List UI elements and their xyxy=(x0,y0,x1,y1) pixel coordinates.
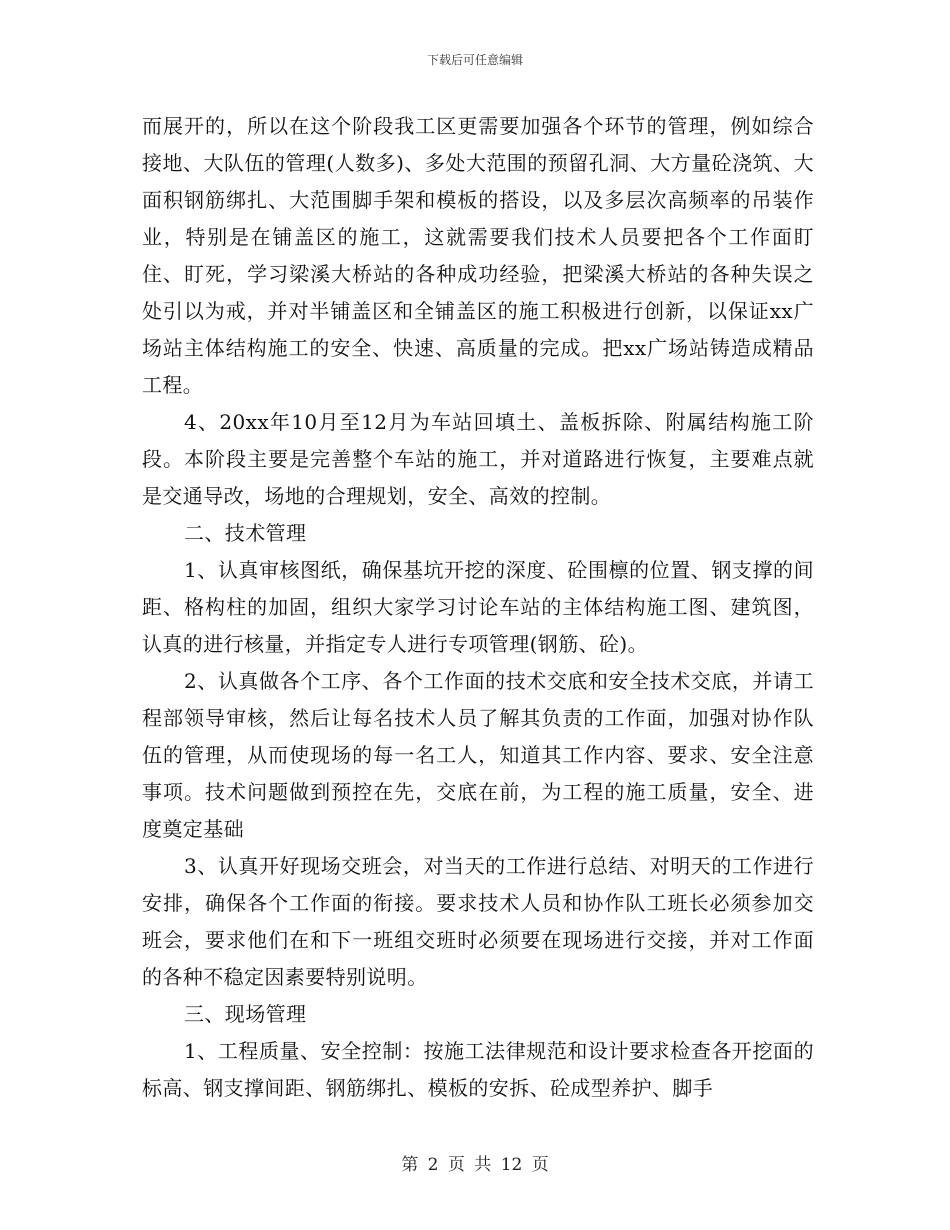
section-heading-site-management: 三、现场管理 xyxy=(184,1002,307,1026)
paragraph-technical-1: 1、认真审核图纸，确保基坑开挖的深度、砼围檩的位置、钢支撑的间距、格构柱的加固，组织大家学习讨论车站的主体结构施工图、建筑图，认真的进行核量，并指定专人进行专项管理(钢筋、砼)。 xyxy=(142,558,814,656)
paragraph-technical-3: 3、认真开好现场交班会，对当天的工作进行总结、对明天的工作进行安排，确保各个工作面的衔接。要求技术人员和协作队工班长必须参加交班会，要求他们在和下一班组交班时必须要在现场进行交接，并对工作面的各种不稳定因素要特别说明。 xyxy=(142,854,814,989)
page-header: 下载后可任意编辑 xyxy=(426,53,523,67)
paragraph-technical-2: 2、认真做各个工序、各个工作面的技术交底和安全技术交底，并请工程部领导审核，然后让每名技术人员了解其负责的工作面，加强对协作队伍的管理，从而使现场的每一名工人，知道其工作内容、要求、安全注意事项。技术问题做到预控在先，交底在前，为工程的施工质量，安全、进度奠定基础 xyxy=(142,669,814,841)
page-footer: 第 2 页 共 12 页 xyxy=(401,1155,549,1175)
document-body xyxy=(142,108,814,1107)
paragraph-phase-4: 4、20xx年10月至12月为车站回填土、盖板拆除、附属结构施工阶段。本阶段主要是完善整个车站的施工，并对道路进行恢复，主要难点就是交通导改，场地的合理规划，安全、高效的控制。 xyxy=(142,410,814,508)
paragraph-site-1: 1、工程质量、安全控制：按施工法律规范和设计要求检查各开挖面的标高、钢支撑间距、钢筋绑扎、模板的安拆、砼成型养护、脚手 xyxy=(142,1039,814,1100)
paragraph-continuation: 而展开的，所以在这个阶段我工区更需要加强各个环节的管理，例如综合接地、大队伍的管理(人数多)、多处大范围的预留孔洞、大方量砼浇筑、大面积钢筋绑扎、大范围脚手架和模板的搭设，以及多层次高频率的吊装作业，特别是在铺盖区的施工，这就需要我们技术人员要把各个工作面盯住、盯死，学习梁溪大桥站的各种成功经验，把梁溪大桥站的各种失误之处引以为戒，并对半铺盖区和全铺盖区的施工积极进行创新，以保证xx广场站主体结构施工的安全、快速、高质量的完成。把xx广场站铸造成精品工程。 xyxy=(142,114,814,397)
section-heading-technical-management: 二、技术管理 xyxy=(184,521,307,545)
